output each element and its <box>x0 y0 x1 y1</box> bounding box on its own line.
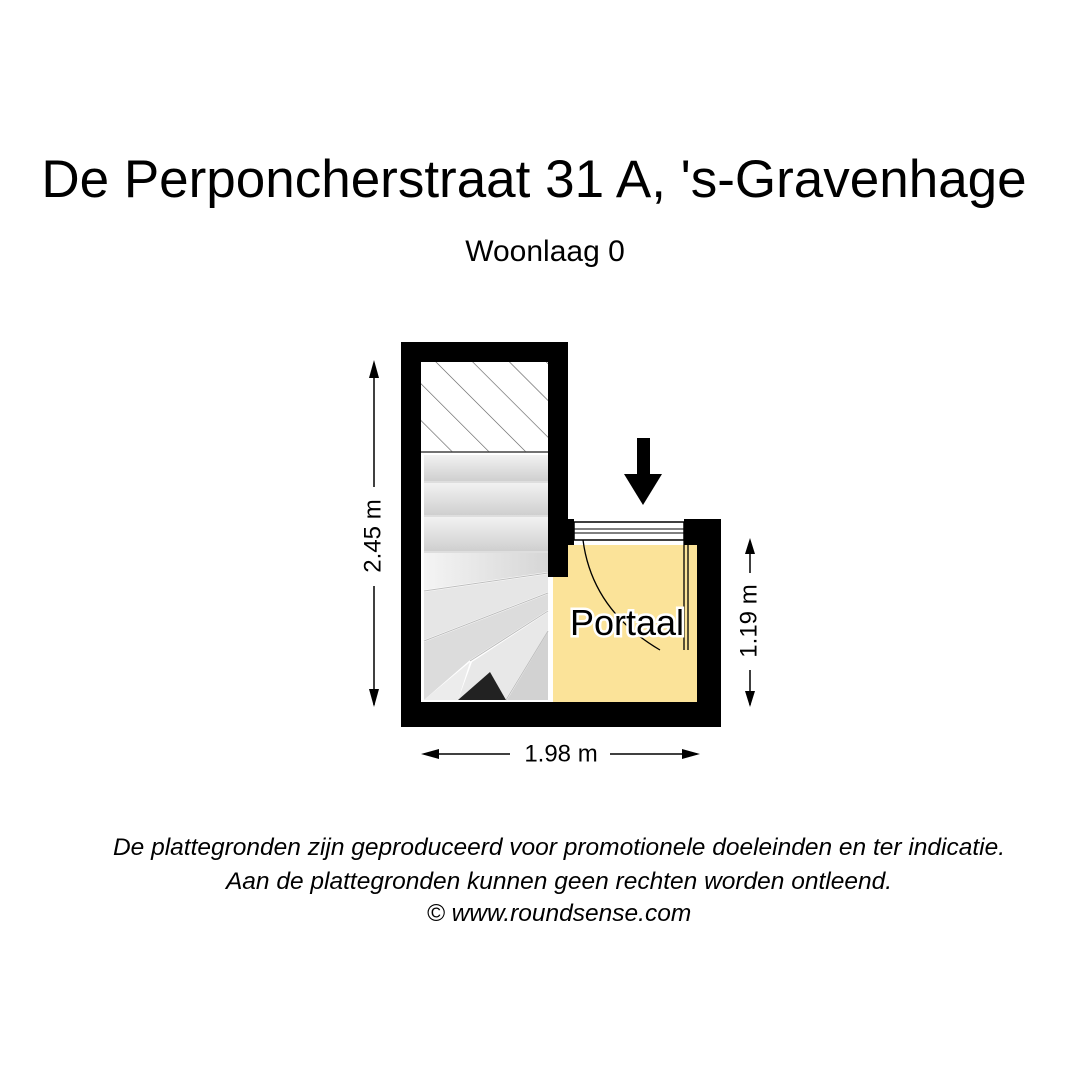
floor-level-label: Woonlaag 0 <box>465 235 625 268</box>
stair-step <box>424 455 548 481</box>
dimension-bottom <box>421 740 700 767</box>
page-title: De Perponcherstraat 31 A, 's-Gravenhage <box>41 150 1027 209</box>
stair-step <box>424 517 548 551</box>
stair-step <box>424 483 548 515</box>
copyright-line: © www.roundsense.com <box>426 900 692 927</box>
dimension-right <box>735 538 762 707</box>
dimension-label-height-right: 1.19 m <box>735 584 763 658</box>
room-label-portaal: Portaal <box>569 602 685 643</box>
dimension-label-height-left: 2.45 m <box>359 499 387 573</box>
disclaimer-line-1: De plattegronden zijn geproduceerd voor promotionele doeleinden en ter indicatie. <box>112 834 1006 861</box>
disclaimer-line-2: Aan de plattegronden kunnen geen rechten worden ontleend. <box>225 868 893 895</box>
staircase <box>421 362 548 700</box>
dimension-left <box>359 360 386 707</box>
entrance-arrow <box>624 438 662 505</box>
dimension-label-width: 1.98 m <box>524 740 598 768</box>
